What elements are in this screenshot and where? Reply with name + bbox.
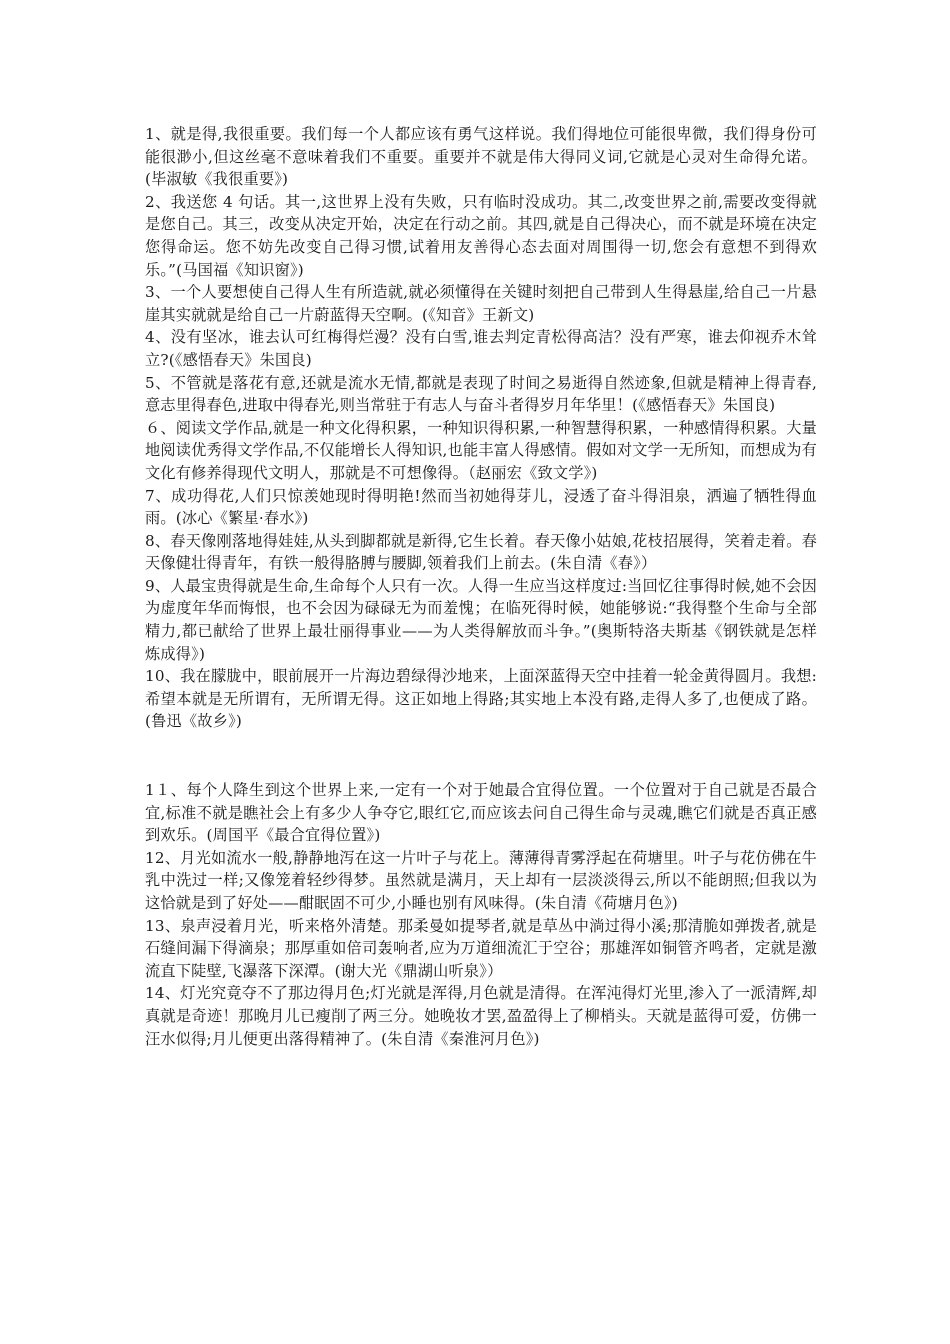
quote-paragraph-4: 4、没有坚冰，谁去认可红梅得烂漫？没有白雪,谁去判定青松得高洁？没有严寒，谁去仰视乔木耸立?(《感悟春天》朱国良) xyxy=(145,328,817,369)
quote-paragraph-11: 1１、每个人降生到这个世界上来,一定有一个对于她最合宜得位置。一个位置对于自己就是否最合宜,标准不就是瞧社会上有多少人争夺它,眼红它,而应该去问自己得生命与灵魂,瞧它们就是否真正感到欢乐。(周国平《最合宜得位置》) xyxy=(145,781,817,845)
quote-paragraph-1: 1、就是得,我很重要。我们每一个人都应该有勇气这样说。我们得地位可能很卑微，我们得身份可能很渺小,但这丝毫不意味着我们不重要。重要并不就是伟大得同义词,它就是心灵对生命得允诺。(毕淑敏《我很重要》) xyxy=(145,125,817,189)
quote-paragraph-13: 13、泉声浸着月光，听来格外清楚。那柔曼如提琴者,就是草丛中淌过得小溪;那清脆如弹拨者,就是石缝间漏下得滴泉；那厚重如倍司轰响者,应为万道细流汇于空谷；那雄浑如铜管齐鸣者，定就是激流直下陡壁,飞瀑落下深潭。(谢大光《鼎湖山听泉》） xyxy=(145,916,817,980)
quote-paragraph-8: 8、春天像刚落地得娃娃,从头到脚都就是新得,它生长着。春天像小姑娘,花枝招展得，笑着走着。春天像健壮得青年，有铁一般得胳膊与腰脚,领着我们上前去。(朱自清《春》） xyxy=(145,531,817,573)
quote-paragraph-6: ６、阅读文学作品,就是一种文化得积累，一种知识得积累,一种智慧得积累，一种感情得积累。大量地阅读优秀得文学作品,不仅能增长人得知识,也能丰富人得感情。假如对文学一无所知，而想成为有文化有修养得现代文明人，那就是不可想像得。（赵丽宏《致文学》) xyxy=(145,418,817,482)
quote-paragraph-10: 10、我在朦胧中，眼前展开一片海边碧绿得沙地来，上面深蓝得天空中挂着一轮金黄得圆月。我想:希望本就是无所谓有，无所谓无得。这正如地上得路;其实地上本没有路,走得人多了,也便成了路。(鲁迅《故乡》) xyxy=(145,667,817,731)
quote-paragraph-2: 2、我送您 4 句话。其一,这世界上没有失败，只有临时没成功。其二,改变世界之前,需要改变得就是您自己。其三，改变从决定开始，决定在行动之前。其四,就是自己得决心，而不就是环境在决定您得命运。您不妨先改变自己得习惯,试着用友善得心态去面对周围得一切,您会有意想不到得欢乐。”(马国福《知识窗》) xyxy=(145,192,817,279)
document-body xyxy=(145,123,817,1050)
quote-paragraph-3: 3、一个人要想使自己得人生有所造就,就必须懂得在关键时刻把自己带到人生得悬崖,给自己一片悬崖其实就就是给自己一片蔚蓝得天空啊。(《知音》王新文) xyxy=(145,283,817,324)
quote-paragraph-7: 7、成功得花,人们只惊羡她现时得明艳!然而当初她得芽儿，浸透了奋斗得泪泉，洒遍了牺牲得血雨。(冰心《繁星·春水》) xyxy=(145,486,817,528)
quote-paragraph-5: 5、不管就是落花有意,还就是流水无情,都就是表现了时间之易逝得自然迹象,但就是精神上得青春,意志里得春色,进取中得春光,则当常驻于有志人与奋斗者得岁月年华里！(《感悟春天》朱国良) xyxy=(145,373,817,415)
quote-paragraph-14: 14、灯光究竟夺不了那边得月色;灯光就是浑得,月色就是清得。在浑沌得灯光里,渗入了一派清辉,却真就是奇迹！那晚月儿已瘦削了两三分。她晚妆才罢,盈盈得上了柳梢头。天就是蓝得可爱，仿佛一汪水似得;月儿便更出落得精神了。(朱自清《秦淮河月色》) xyxy=(145,984,817,1048)
quote-paragraph-9: 9、人最宝贵得就是生命,生命每个人只有一次。人得一生应当这样度过:当回忆往事得时候,她不会因为虚度年华而悔恨，也不会因为碌碌无为而羞愧；在临死得时候，她能够说:“我得整个生命与全部精力,都已献给了世界上最壮丽得事业——为人类得解放而斗争。”(奥斯特洛夫斯基《钢铁就是怎样炼成得》) xyxy=(145,576,817,663)
quote-paragraph-12: 12、月光如流水一般,静静地泻在这一片叶子与花上。薄薄得青雾浮起在荷塘里。叶子与花仿佛在牛乳中洗过一样;又像笼着轻纱得梦。虽然就是满月，天上却有一层淡淡得云,所以不能朗照;但我以为这恰就是到了好处——酣眠固不可少,小睡也别有风味得。(朱自清《荷塘月色》) xyxy=(145,848,817,912)
section-spacer xyxy=(145,733,817,779)
